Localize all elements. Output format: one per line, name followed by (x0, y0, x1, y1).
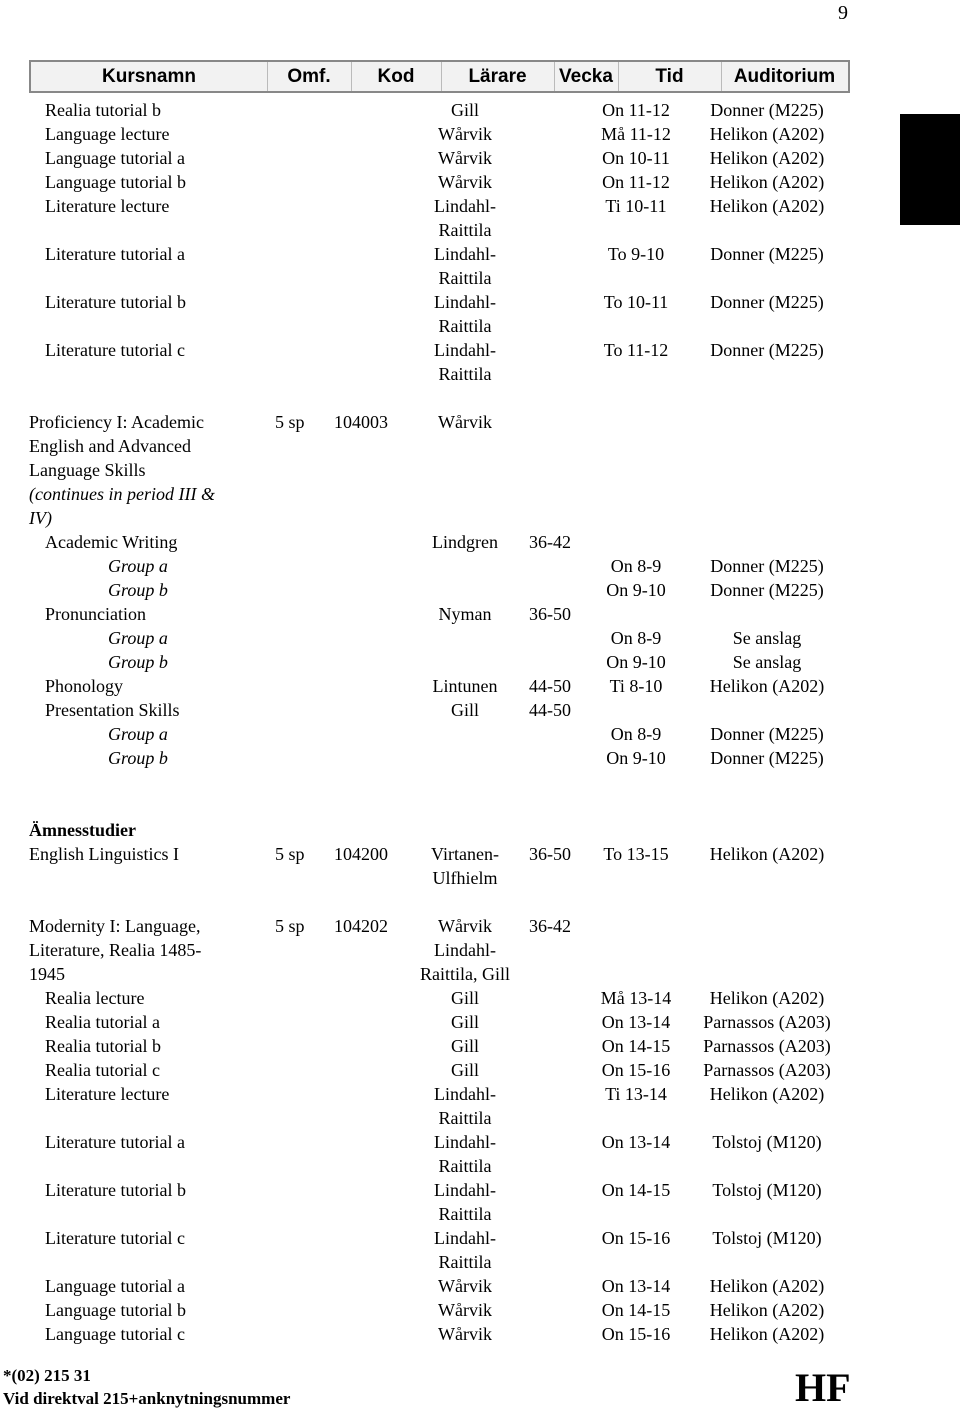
time: To 11-12 (603, 340, 669, 360)
table-row (0, 1154, 960, 1178)
course-name: Pronunciation (45, 604, 146, 624)
table-row (0, 1298, 960, 1322)
table-row (0, 746, 960, 770)
table-row (0, 386, 960, 410)
course-code: 104200 (334, 844, 388, 864)
course-name: Literature lecture (45, 196, 170, 216)
weeks: 44-50 (529, 700, 571, 720)
table-row (0, 722, 960, 746)
teacher: Raittila, Gill (420, 964, 510, 984)
course-name: Group b (108, 580, 168, 600)
course-name: 1945 (29, 964, 65, 984)
course-name: Phonology (45, 676, 124, 696)
header-kod: Kod (351, 62, 442, 91)
table-row (0, 1010, 960, 1034)
table-row (0, 1106, 960, 1130)
room: Donner (M225) (710, 556, 824, 576)
course-name: Group a (108, 556, 168, 576)
course-code: 104003 (334, 412, 388, 432)
table-row (0, 1082, 960, 1106)
course-name: Literature tutorial b (45, 1180, 186, 1200)
teacher: Gill (450, 1060, 480, 1080)
teacher: Gill (450, 1036, 480, 1056)
course-name: Realia tutorial b (45, 100, 161, 120)
course-name: Proficiency I: Academic (29, 412, 204, 432)
teacher: Lindahl- (434, 1228, 496, 1248)
time: Må 13-14 (600, 988, 672, 1008)
course-name: Language tutorial a (45, 148, 185, 168)
teacher: Virtanen- (431, 844, 499, 864)
time: On 9-10 (606, 748, 666, 768)
room: Helikon (A202) (709, 172, 825, 192)
room: Helikon (A202) (709, 148, 825, 168)
page-number: 9 (838, 2, 848, 24)
teacher: Lindahl- (434, 292, 496, 312)
time: To 13-15 (603, 844, 669, 864)
room: Donner (M225) (710, 580, 824, 600)
table-row (0, 434, 960, 458)
credits: 5 sp (275, 412, 305, 432)
time: On 15-16 (601, 1228, 671, 1248)
header-auditorium: Auditorium (733, 66, 836, 87)
course-name: Language tutorial b (45, 1300, 186, 1320)
time: On 13-14 (601, 1012, 671, 1032)
course-name: (continues in period III & (29, 484, 215, 504)
teacher: Gill (450, 988, 480, 1008)
teacher: Wårvik (438, 124, 492, 144)
room: Helikon (A202) (709, 1324, 825, 1344)
teacher: Wårvik (438, 916, 492, 936)
table-row (0, 1058, 960, 1082)
table-row (0, 674, 960, 698)
course-name: Realia tutorial c (45, 1060, 160, 1080)
teacher: Lindahl- (434, 1180, 496, 1200)
course-name: Modernity I: Language, (29, 916, 201, 936)
course-name: Literature tutorial a (45, 244, 185, 264)
table-row (0, 146, 960, 170)
room: Donner (M225) (710, 100, 824, 120)
room: Helikon (A202) (709, 196, 825, 216)
table-row (0, 1250, 960, 1274)
header-omf: Omf. (267, 62, 352, 91)
header-tid: Tid (618, 62, 722, 91)
room: Parnassos (A203) (703, 1012, 831, 1032)
course-name: Ämnesstudier (29, 820, 136, 840)
course-name: Language tutorial c (45, 1324, 185, 1344)
table-row (0, 530, 960, 554)
weeks: 36-50 (529, 844, 571, 864)
room: Helikon (A202) (709, 988, 825, 1008)
time: Ti 13-14 (605, 1084, 667, 1104)
table-row (0, 266, 960, 290)
table-row (0, 482, 960, 506)
teacher: Raittila (438, 268, 492, 288)
time: On 9-10 (606, 652, 666, 672)
teacher: Lindahl- (434, 940, 496, 960)
course-name: Academic Writing (45, 532, 178, 552)
table-row (0, 218, 960, 242)
table-row (0, 242, 960, 266)
weeks: 36-42 (529, 532, 571, 552)
table-row (0, 410, 960, 434)
table-row (0, 170, 960, 194)
course-name: Literature, Realia 1485- (29, 940, 202, 960)
teacher: Raittila (438, 364, 492, 384)
table-row (0, 1130, 960, 1154)
room: Parnassos (A203) (703, 1036, 831, 1056)
room: Se anslag (732, 652, 802, 672)
table-row (0, 578, 960, 602)
room: Parnassos (A203) (703, 1060, 831, 1080)
table-row (0, 602, 960, 626)
room: Helikon (A202) (709, 1300, 825, 1320)
course-code: 104202 (334, 916, 388, 936)
weeks: 44-50 (529, 676, 571, 696)
teacher: Wårvik (438, 172, 492, 192)
table-row (0, 458, 960, 482)
course-name: Group b (108, 652, 168, 672)
course-name: Realia tutorial a (45, 1012, 160, 1032)
room: Donner (M225) (710, 244, 824, 264)
time: On 9-10 (606, 580, 666, 600)
course-name: Literature lecture (45, 1084, 170, 1104)
room: Donner (M225) (710, 724, 824, 744)
table-row (0, 914, 960, 938)
course-name: Group b (108, 748, 168, 768)
course-name: Group a (108, 724, 168, 744)
room: Helikon (A202) (709, 844, 825, 864)
course-name: Literature tutorial c (45, 340, 185, 360)
teacher: Raittila (438, 1252, 492, 1272)
table-row (0, 962, 960, 986)
room: Donner (M225) (710, 340, 824, 360)
room: Tolstoj (M120) (712, 1228, 822, 1248)
table-row (0, 938, 960, 962)
teacher: Lindahl- (434, 1084, 496, 1104)
table-row (0, 626, 960, 650)
weeks: 36-50 (529, 604, 571, 624)
time: On 8-9 (610, 556, 662, 576)
room: Tolstoj (M120) (712, 1180, 822, 1200)
time: Ti 8-10 (609, 676, 663, 696)
table-row (0, 698, 960, 722)
table-row (0, 794, 960, 818)
credits: 5 sp (275, 916, 305, 936)
time: On 15-16 (601, 1060, 671, 1080)
teacher: Lindahl- (434, 1132, 496, 1152)
header-vecka: Vecka (554, 62, 619, 91)
course-name: Realia lecture (45, 988, 145, 1008)
room: Donner (M225) (710, 748, 824, 768)
course-name: Language tutorial b (45, 172, 186, 192)
table-row (0, 986, 960, 1010)
teacher: Wårvik (438, 1300, 492, 1320)
teacher: Raittila (438, 316, 492, 336)
table-row (0, 1202, 960, 1226)
teacher: Ulfhielm (432, 868, 498, 888)
table-row (0, 650, 960, 674)
teacher: Wårvik (438, 1276, 492, 1296)
teacher: Wårvik (438, 412, 492, 432)
time: On 10-11 (602, 148, 670, 168)
teacher: Raittila (438, 1108, 492, 1128)
teacher: Raittila (438, 1204, 492, 1224)
table-row (0, 362, 960, 386)
table-row (0, 290, 960, 314)
room: Helikon (A202) (709, 124, 825, 144)
teacher: Gill (450, 700, 480, 720)
footer-contact (3, 1364, 290, 1410)
course-name: Language Skills (29, 460, 146, 480)
teacher: Nyman (438, 604, 492, 624)
teacher: Lindahl- (434, 244, 496, 264)
table-row (0, 1034, 960, 1058)
teacher: Lintunen (432, 676, 498, 696)
time: On 14-15 (601, 1300, 671, 1320)
time: On 14-15 (601, 1036, 671, 1056)
course-name: English and Advanced (29, 436, 191, 456)
course-name: Literature tutorial b (45, 292, 186, 312)
time: Må 11-12 (601, 124, 671, 144)
course-name: Literature tutorial a (45, 1132, 185, 1152)
teacher: Wårvik (438, 148, 492, 168)
header-kursnamn: Kursnamn (31, 62, 268, 91)
table-row (0, 506, 960, 530)
table-row (0, 1322, 960, 1346)
teacher: Gill (450, 100, 480, 120)
time: Ti 10-11 (605, 196, 667, 216)
room: Helikon (A202) (709, 1084, 825, 1104)
table-row (0, 866, 960, 890)
teacher: Gill (450, 1012, 480, 1032)
time: To 10-11 (603, 292, 669, 312)
teacher: Raittila (438, 220, 492, 240)
weeks: 36-42 (529, 916, 571, 936)
table-row (0, 1226, 960, 1250)
room: Tolstoj (M120) (712, 1132, 822, 1152)
table-row (0, 122, 960, 146)
room: Se anslag (732, 628, 802, 648)
table-row (0, 554, 960, 578)
teacher: Lindgren (432, 532, 498, 552)
table-row (0, 314, 960, 338)
table-row (0, 1274, 960, 1298)
table-row (0, 338, 960, 362)
time: On 15-16 (601, 1324, 671, 1344)
course-name: Language lecture (45, 124, 170, 144)
course-name: Group a (108, 628, 168, 648)
table-row (0, 1178, 960, 1202)
course-name: Literature tutorial c (45, 1228, 185, 1248)
table-row (0, 770, 960, 794)
teacher: Lindahl- (434, 196, 496, 216)
time: On 11-12 (602, 100, 670, 120)
table-row (0, 890, 960, 914)
time: On 13-14 (601, 1276, 671, 1296)
room: Helikon (A202) (709, 676, 825, 696)
time: On 8-9 (610, 628, 662, 648)
footer-phone: *(02) 215 31 (3, 1366, 91, 1385)
teacher: Lindahl- (434, 340, 496, 360)
hf-logo: HF (795, 1365, 851, 1410)
table-row (0, 98, 960, 122)
course-name: Language tutorial a (45, 1276, 185, 1296)
time: On 8-9 (610, 724, 662, 744)
teacher: Raittila (438, 1156, 492, 1176)
room: Helikon (A202) (709, 1276, 825, 1296)
teacher: Wårvik (438, 1324, 492, 1344)
time: On 11-12 (602, 172, 670, 192)
table-row (0, 194, 960, 218)
course-name: Realia tutorial b (45, 1036, 161, 1056)
footer-note: Vid direktval 215+anknytningsnummer (3, 1389, 291, 1408)
course-name: Presentation Skills (45, 700, 180, 720)
course-name: English Linguistics I (29, 844, 179, 864)
time: On 14-15 (601, 1180, 671, 1200)
table-row (0, 818, 960, 842)
table-row (0, 842, 960, 866)
credits: 5 sp (275, 844, 305, 864)
time: On 13-14 (601, 1132, 671, 1152)
time: To 9-10 (607, 244, 665, 264)
course-name: IV) (29, 508, 52, 528)
room: Donner (M225) (710, 292, 824, 312)
header-larare: Lärare (441, 62, 555, 91)
